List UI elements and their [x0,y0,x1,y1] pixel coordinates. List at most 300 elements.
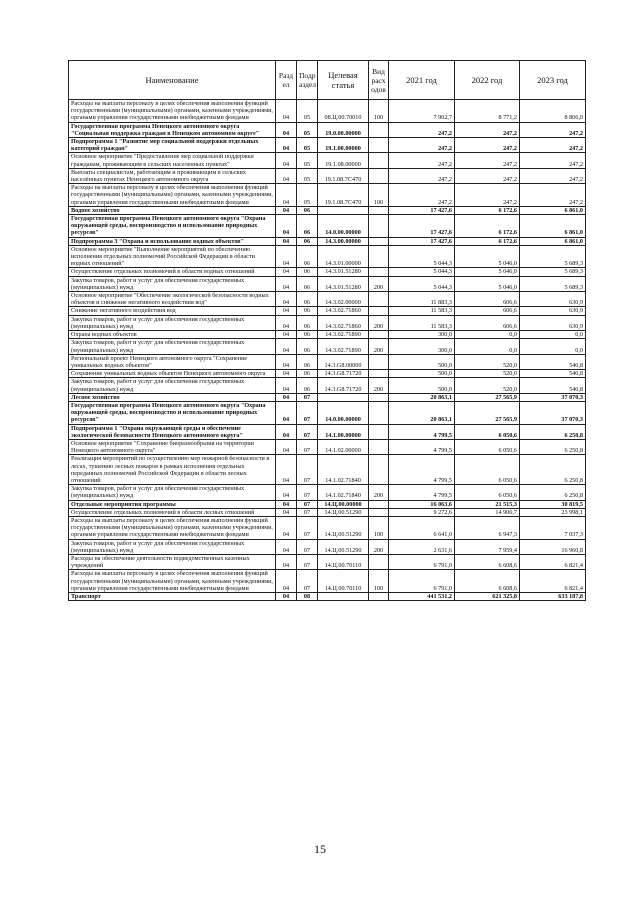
row-2023: 633 187,8 [520,593,586,601]
row-2022: 621 325,8 [455,593,520,601]
table-row [69,268,586,276]
header-2022: 2022 год [455,61,520,100]
row-expense-type: 200 [369,315,389,330]
row-section: 04 [276,500,297,508]
row-expense-type [369,168,389,183]
row-2023: 8 806,0 [520,100,586,123]
row-2022: 0,0 [455,339,520,354]
row-article: 14.Ц.00.70110 [318,554,369,569]
row-expense-type [369,215,389,238]
row-subsection: 06 [297,206,318,214]
row-2022: 6 172,6 [455,215,520,238]
row-2022: 520,0 [455,370,520,378]
row-expense-type [369,307,389,315]
row-article: 19.1.08.00000 [318,153,369,168]
row-2022: 8 771,2 [455,100,520,123]
row-2021: 11 583,3 [389,307,455,315]
table-row [69,378,586,393]
row-article: 14.0.00.00000 [318,215,369,238]
row-2023: 6 250,8 [520,485,586,500]
row-2022: 6 050,6 [455,424,520,439]
row-name: Государственная программа Ненецкого автономного округа "Охрана окружающей среды, воспроизводство и использование природных ресурсов" [69,215,276,238]
row-subsection: 06 [297,237,318,245]
row-subsection: 07 [297,554,318,569]
row-2021: 17 427,6 [389,206,455,214]
row-2023: 7 037,3 [520,516,586,539]
row-article: 14.3.02.71860 [318,307,369,315]
row-subsection: 07 [297,516,318,539]
row-name: Отдельные мероприятия программы [69,500,276,508]
table-row [69,122,586,137]
row-2023: 30 819,5 [520,500,586,508]
row-2023: 23 998,1 [520,508,586,516]
row-article: 14.1.02.71840 [318,455,369,485]
row-expense-type [369,370,389,378]
table-row [69,276,586,291]
row-section: 04 [276,138,297,153]
row-2022: 606,6 [455,307,520,315]
row-name: Снижение негативного воздействия вод [69,307,276,315]
table-row [69,292,586,307]
row-2022: 520,0 [455,378,520,393]
row-subsection: 06 [297,354,318,369]
row-2021: 5 044,3 [389,276,455,291]
row-2022: 27 565,9 [455,401,520,424]
table-row [69,331,586,339]
row-section: 04 [276,570,297,593]
row-article: 19.1.08.7С470 [318,184,369,207]
row-section: 04 [276,276,297,291]
row-2023: 247,2 [520,168,586,183]
row-2022: 5 046,0 [455,245,520,268]
row-article: 14.Ц.00.51290 [318,508,369,516]
row-section: 04 [276,354,297,369]
table-header-row [69,61,586,100]
table-row [69,500,586,508]
row-subsection: 05 [297,153,318,168]
row-expense-type [369,245,389,268]
row-section: 04 [276,424,297,439]
table-row [69,100,586,123]
row-article: 14.Ц.00.00000 [318,500,369,508]
table-body [69,100,586,601]
row-section: 04 [276,378,297,393]
row-expense-type: 100 [369,184,389,207]
row-subsection: 08 [297,593,318,601]
row-2023: 247,2 [520,184,586,207]
row-2021: 500,0 [389,354,455,369]
row-2022: 606,6 [455,292,520,307]
row-2021: 6 641,0 [389,516,455,539]
row-2022: 6 608,6 [455,570,520,593]
row-name: Выплаты специалистам, работающим и проживающим в сельских населённых пунктах Ненецкого автономного округа [69,168,276,183]
row-subsection: 05 [297,184,318,207]
row-name: Закупка товаров, работ и услуг для обеспечения государственных (муниципальных) нужд [69,539,276,554]
row-expense-type [369,424,389,439]
row-2022: 247,2 [455,138,520,153]
row-2021: 500,0 [389,370,455,378]
row-2023: 37 070,3 [520,393,586,401]
row-article: 14.1.02.00000 [318,439,369,454]
row-2022: 6 947,3 [455,516,520,539]
row-section: 04 [276,593,297,601]
row-section: 04 [276,370,297,378]
row-article: 14.Ц.00.51290 [318,516,369,539]
row-2021: 300,0 [389,339,455,354]
header-2021: 2021 год [389,61,455,100]
row-2023: 6 861,0 [520,206,586,214]
row-expense-type: 200 [369,276,389,291]
row-subsection: 07 [297,508,318,516]
table-row [69,354,586,369]
header-article: Целевая статья [318,61,369,100]
table-row [69,424,586,439]
row-2021: 4 799,5 [389,455,455,485]
row-name: Транспорт [69,593,276,601]
row-article: 14.Ц.00.51290 [318,539,369,554]
row-2023: 540,8 [520,354,586,369]
row-2022: 27 565,9 [455,393,520,401]
row-2022: 21 515,3 [455,500,520,508]
row-expense-type: 200 [369,539,389,554]
row-2022: 6 172,6 [455,237,520,245]
table-row [69,138,586,153]
row-expense-type [369,455,389,485]
row-expense-type: 100 [369,100,389,123]
row-subsection: 06 [297,307,318,315]
row-article: 14.3.00.00000 [318,237,369,245]
row-2023: 247,2 [520,138,586,153]
table-row [69,153,586,168]
row-2022: 247,2 [455,168,520,183]
row-2022: 7 959,4 [455,539,520,554]
table-row [69,307,586,315]
row-section: 04 [276,215,297,238]
row-name: Основное мероприятие "Предоставление мер социальной поддержки гражданам, проживающим в сельских населенных пунктах" [69,153,276,168]
row-2023: 6 861,0 [520,237,586,245]
row-name: Региональный проект Ненецкого автономного округа "Сохранение уникальных водных объектов" [69,354,276,369]
row-2021: 20 863,1 [389,401,455,424]
row-section: 04 [276,455,297,485]
row-2023: 630,9 [520,292,586,307]
row-article: 08.Ц.00.70010 [318,100,369,123]
row-2022: 14 906,7 [455,508,520,516]
table-row [69,485,586,500]
row-section: 04 [276,206,297,214]
row-name: Расходы на выплаты персоналу в целях обеспечения выполнения функций государственными (муниципальными) органами, казенными учреждениями, органами управления государственными внебюджетными фондами [69,570,276,593]
row-name: Охрана водных объектов [69,331,276,339]
row-article: 19.1.00.00000 [318,138,369,153]
row-2023: 247,2 [520,153,586,168]
row-subsection: 05 [297,168,318,183]
row-expense-type [369,206,389,214]
row-2021: 11 583,3 [389,315,455,330]
row-name: Сохранение уникальных водных объектов Ненецкого автономного округа [69,370,276,378]
row-2023: 6 861,0 [520,215,586,238]
row-expense-type [369,439,389,454]
row-article: 14.3.01.51280 [318,276,369,291]
row-2023: 6 250,8 [520,439,586,454]
row-2022: 247,2 [455,122,520,137]
row-name: Расходы на обеспечение деятельности подведомственных казенных учреждений [69,554,276,569]
table-row [69,184,586,207]
row-2022: 6 050,6 [455,439,520,454]
row-article: 14.3.G8.71720 [318,378,369,393]
row-2021: 500,0 [389,378,455,393]
row-article: 14.0.00.00000 [318,401,369,424]
row-2022: 247,2 [455,184,520,207]
row-2021: 300,0 [389,331,455,339]
row-2023: 6 821,4 [520,570,586,593]
header-section: Разд ел [276,61,297,100]
row-2021: 5 044,3 [389,245,455,268]
row-expense-type [369,508,389,516]
row-article: 14.3.02.71890 [318,331,369,339]
row-subsection: 05 [297,138,318,153]
row-section: 04 [276,439,297,454]
header-expense-type: Вид расх одов [369,61,389,100]
row-section: 04 [276,401,297,424]
row-subsection: 05 [297,122,318,137]
row-2022: 5 046,0 [455,268,520,276]
row-2023: 6 250,8 [520,455,586,485]
row-name: Основное мероприятие "Сохранение биоразнообразия на территории Ненецкого автономного округа" [69,439,276,454]
row-name: Основное мероприятие "Обеспечение экологической безопасности водных объектов и снижение негативного воздействия вод" [69,292,276,307]
row-2021: 441 531,2 [389,593,455,601]
row-2021: 5 044,3 [389,268,455,276]
row-2023: 540,8 [520,370,586,378]
row-section: 04 [276,516,297,539]
row-article: 14.3.02.71860 [318,315,369,330]
row-2023: 630,9 [520,307,586,315]
row-2023: 0,0 [520,331,586,339]
row-2021: 6 791,0 [389,554,455,569]
row-subsection: 06 [297,370,318,378]
row-2021: 2 631,6 [389,539,455,554]
row-article: 14.1.00.00000 [318,424,369,439]
table-row [69,516,586,539]
row-name: Расходы на выплаты персоналу в целях обеспечения выполнения функций государственными (муниципальными) органами, казенными учреждениями, органами управления государственными внебюджетными фондами [69,516,276,539]
header-subsection: Подр аздел [297,61,318,100]
row-2022: 520,0 [455,354,520,369]
table-row [69,593,586,601]
row-expense-type [369,554,389,569]
table-row [69,237,586,245]
table-row [69,508,586,516]
row-expense-type [369,237,389,245]
row-2023: 6 821,4 [520,554,586,569]
row-name: Осуществление отдельных полномочий в области лесных отношений [69,508,276,516]
row-expense-type [369,500,389,508]
row-2023: 247,2 [520,122,586,137]
table-row [69,393,586,401]
row-expense-type [369,292,389,307]
row-2022: 6 172,6 [455,206,520,214]
row-2023: 37 070,3 [520,401,586,424]
row-2022: 6 608,6 [455,554,520,569]
row-2021: 7 902,7 [389,100,455,123]
row-section: 04 [276,331,297,339]
row-2022: 606,6 [455,315,520,330]
row-2022: 247,2 [455,153,520,168]
row-expense-type [369,268,389,276]
row-article: 14.1.02.71840 [318,485,369,500]
row-2023: 630,9 [520,315,586,330]
row-name: Закупка товаров, работ и услуг для обеспечения государственных (муниципальных) нужд [69,276,276,291]
row-2021: 247,2 [389,138,455,153]
page-number: 15 [314,842,326,856]
row-article: 14.3.G8.71720 [318,370,369,378]
row-2021: 4 799,5 [389,424,455,439]
row-expense-type: 100 [369,570,389,593]
row-expense-type [369,138,389,153]
row-article: 19.1.08.7С470 [318,168,369,183]
row-2022: 5 046,0 [455,276,520,291]
row-2021: 11 883,3 [389,292,455,307]
row-subsection: 06 [297,315,318,330]
row-subsection: 06 [297,339,318,354]
row-article: 14.3.02.00000 [318,292,369,307]
row-section: 04 [276,554,297,569]
row-section: 04 [276,237,297,245]
table-row [69,370,586,378]
row-subsection: 07 [297,424,318,439]
row-expense-type: 200 [369,378,389,393]
row-subsection: 06 [297,215,318,238]
row-name: Государственная программа Ненецкого автономного округа "Социальная поддержка граждан в Ненецком автономном округе" [69,122,276,137]
row-subsection: 06 [297,292,318,307]
row-name: Закупка товаров, работ и услуг для обеспечения государственных (муниципальных) нужд [69,315,276,330]
row-name: Подпрограмма 3 "Охрана и использование водных объектов" [69,237,276,245]
row-expense-type [369,354,389,369]
row-section: 04 [276,307,297,315]
table-row [69,439,586,454]
row-2021: 4 799,5 [389,439,455,454]
row-2023: 0,0 [520,339,586,354]
table-row [69,215,586,238]
row-section: 04 [276,122,297,137]
row-subsection: 07 [297,570,318,593]
row-2021: 4 799,5 [389,485,455,500]
row-expense-type: 100 [369,516,389,539]
row-name: Расходы на выплаты персоналу в целях обеспечения выполнения функций государственными (муниципальными) органами, казенными учреждениями, органами управления государственными внебюджетными фондами [69,100,276,123]
row-article: 14.3.02.71890 [318,339,369,354]
row-2021: 20 863,1 [389,393,455,401]
row-2023: 5 689,3 [520,245,586,268]
table-row [69,455,586,485]
row-name: Государственная программа Ненецкого автономного округа "Охрана окружающей среды, воспроизводство и использование природных ресурсов" [69,401,276,424]
row-article [318,593,369,601]
row-name: Реализация мероприятий по осуществлению мер пожарной безопасности в лесах, тушению лесных пожаров в рамках исполнения отдельных переданных полномочий Российской Федерации в области лесных отношений [69,455,276,485]
row-article: 19.0.00.00000 [318,122,369,137]
row-expense-type [369,331,389,339]
row-name: Расходы на выплаты персоналу в целях обеспечения выполнения функций государственными (муниципальными) органами, казенными учреждениями, органами управления государственными внебюджетными фондами [69,184,276,207]
row-2023: 5 689,3 [520,268,586,276]
row-expense-type [369,393,389,401]
row-subsection: 07 [297,455,318,485]
row-subsection: 07 [297,401,318,424]
row-expense-type [369,401,389,424]
row-article [318,206,369,214]
row-2021: 17 427,6 [389,215,455,238]
budget-table-sheet [68,60,585,601]
row-section: 04 [276,339,297,354]
row-expense-type: 200 [369,339,389,354]
budget-table [68,60,586,601]
table-row [69,401,586,424]
row-subsection: 07 [297,539,318,554]
row-2021: 247,2 [389,168,455,183]
row-expense-type [369,593,389,601]
table-row [69,315,586,330]
row-section: 04 [276,485,297,500]
row-2022: 6 050,6 [455,485,520,500]
table-row [69,339,586,354]
row-section: 04 [276,393,297,401]
row-2023: 6 250,8 [520,424,586,439]
row-section: 04 [276,315,297,330]
row-2021: 9 272,6 [389,508,455,516]
row-subsection: 07 [297,393,318,401]
row-expense-type [369,153,389,168]
row-section: 04 [276,292,297,307]
row-article: 14.3.01.51280 [318,268,369,276]
row-subsection: 06 [297,245,318,268]
row-expense-type: 200 [369,485,389,500]
row-name: Закупка товаров, работ и услуг для обеспечения государственных (муниципальных) нужд [69,339,276,354]
row-2021: 16 063,6 [389,500,455,508]
row-name: Подпрограмма 1 "Охрана окружающей среды и обеспечение экологической безопасности Ненецкого автономного округа" [69,424,276,439]
row-name: Лесное хозяйство [69,393,276,401]
row-name: Закупка товаров, работ и услуг для обеспечения государственных (муниципальных) нужд [69,485,276,500]
row-name: Подпрограмма 1 "Развитие мер социальной поддержки отдельных категорий граждан" [69,138,276,153]
row-2021: 247,2 [389,153,455,168]
row-2021: 6 791,0 [389,570,455,593]
row-subsection: 06 [297,331,318,339]
row-2023: 16 960,8 [520,539,586,554]
table-row [69,570,586,593]
row-section: 04 [276,508,297,516]
header-name: Наименование [69,61,276,100]
row-2022: 0,0 [455,331,520,339]
row-section: 04 [276,539,297,554]
row-section: 04 [276,153,297,168]
header-2023: 2023 год [520,61,586,100]
row-section: 04 [276,245,297,268]
row-subsection: 06 [297,268,318,276]
row-name: Основное мероприятие "Выполнение мероприятий по обеспечению исполнения отдельных полномочий Российской Федерации в области водных отношений" [69,245,276,268]
row-section: 04 [276,184,297,207]
row-name: Осуществление отдельных полномочий в области водных отношений [69,268,276,276]
row-subsection: 05 [297,100,318,123]
row-2022: 6 050,6 [455,455,520,485]
row-expense-type [369,122,389,137]
row-section: 04 [276,168,297,183]
row-section: 04 [276,268,297,276]
table-row [69,168,586,183]
row-2023: 5 689,3 [520,276,586,291]
row-subsection: 07 [297,500,318,508]
row-subsection: 06 [297,276,318,291]
row-article: 14.3.01.00000 [318,245,369,268]
row-article [318,393,369,401]
row-subsection: 06 [297,378,318,393]
table-row [69,554,586,569]
row-name: Закупка товаров, работ и услуг для обеспечения государственных (муниципальных) нужд [69,378,276,393]
table-row [69,539,586,554]
row-article: 14.Ц.00.70110 [318,570,369,593]
table-row [69,245,586,268]
